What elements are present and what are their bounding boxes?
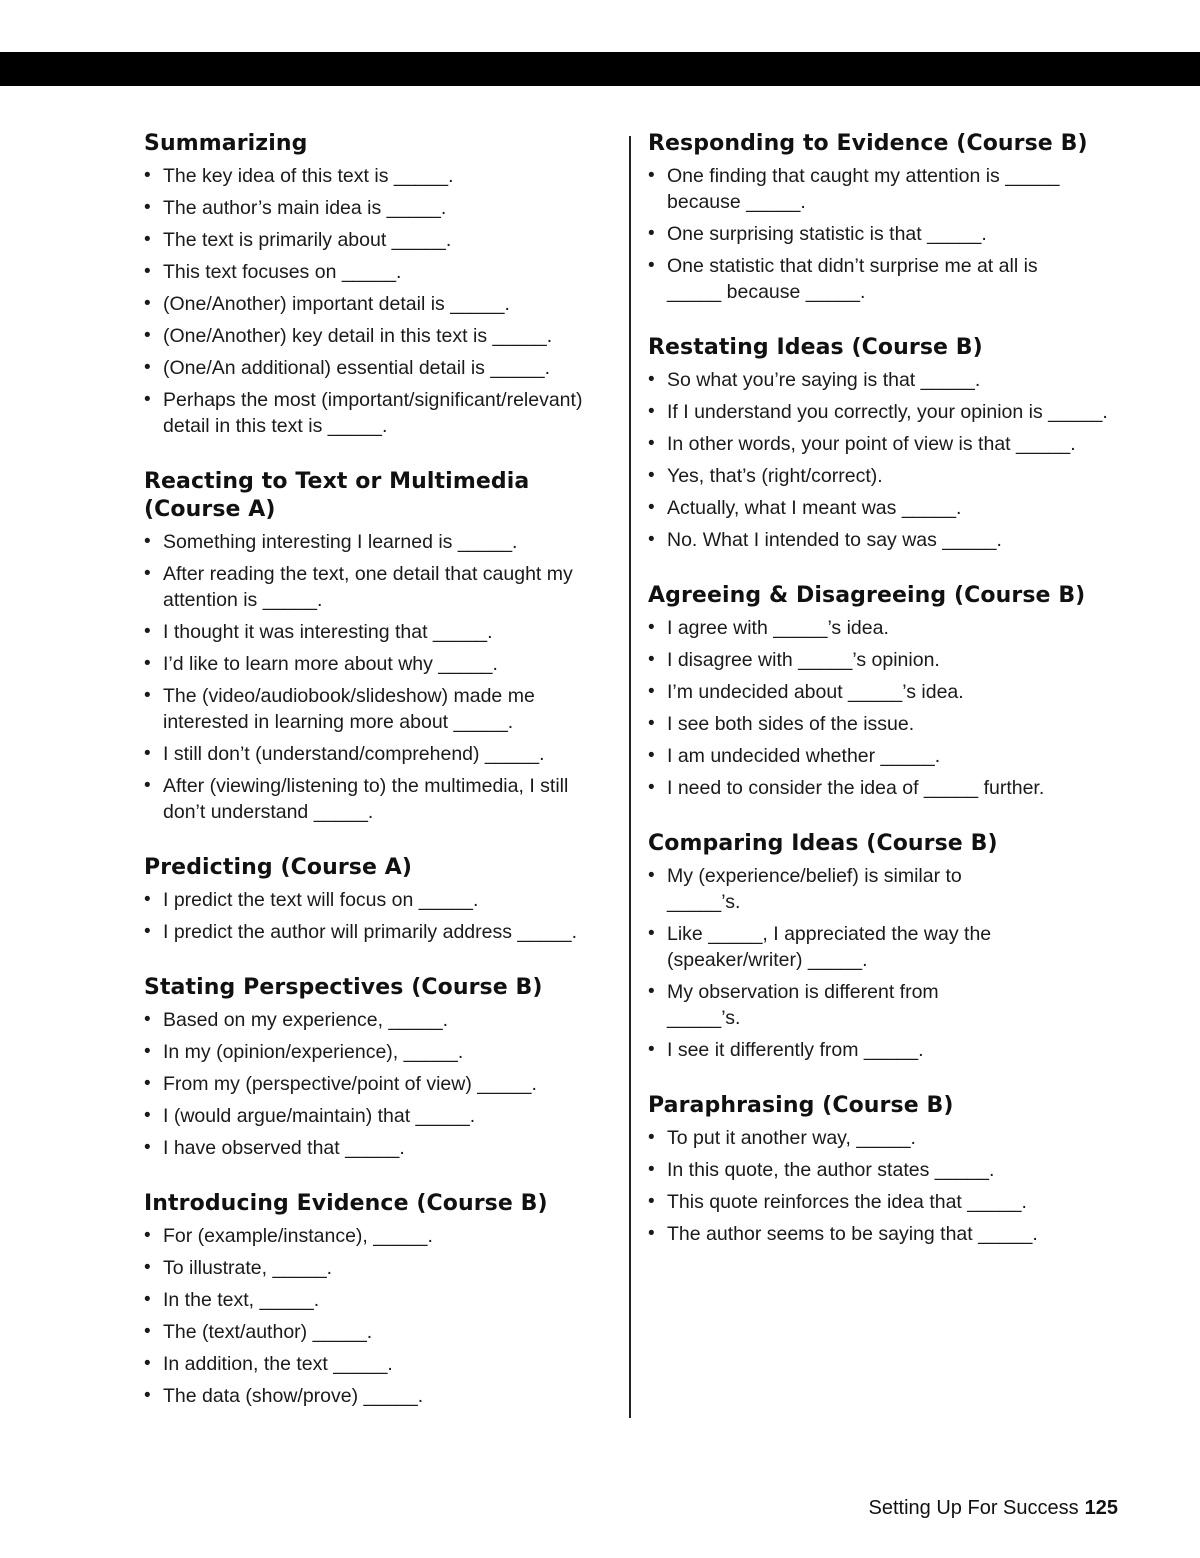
list-item: • I predict the author will primarily address _____. xyxy=(144,919,606,945)
section-summarizing xyxy=(144,130,606,439)
list-item: • I see it differently from _____. xyxy=(648,1037,1008,1063)
list-item: • This text focuses on _____. xyxy=(144,259,606,285)
phrase-list xyxy=(648,1125,1128,1247)
list-item: • I thought it was interesting that _____. xyxy=(144,619,606,645)
list-item: • In the text, _____. xyxy=(144,1287,606,1313)
list-item: • I need to consider the idea of _____ further. xyxy=(648,775,1128,801)
section-predicting xyxy=(144,854,606,945)
phrase-list xyxy=(648,367,1128,553)
list-item: • No. What I intended to say was _____. xyxy=(648,527,1128,553)
list-item: • (One/Another) key detail in this text is _____. xyxy=(144,323,606,349)
list-item: • I’m undecided about _____’s idea. xyxy=(648,679,1128,705)
list-item: • One statistic that didn’t surprise me at all is _____ because _____. xyxy=(648,253,1088,305)
list-item: • I have observed that _____. xyxy=(144,1135,606,1161)
section-paraphrasing xyxy=(648,1092,1128,1247)
section-heading: Stating Perspectives (Course B) xyxy=(144,975,543,1000)
list-item: • To illustrate, _____. xyxy=(144,1255,606,1281)
list-item: • I disagree with _____’s opinion. xyxy=(648,647,1128,673)
footer-label: Setting Up For Success xyxy=(868,1497,1079,1519)
list-item: • One finding that caught my attention is _____ because _____. xyxy=(648,163,1088,215)
section-heading: Restating Ideas (Course B) xyxy=(648,335,983,360)
section-reacting xyxy=(144,468,606,825)
list-item: • Actually, what I meant was _____. xyxy=(648,495,1128,521)
list-item: • The key idea of this text is _____. xyxy=(144,163,606,189)
phrase-list xyxy=(144,529,606,825)
list-item: • In my (opinion/experience), _____. xyxy=(144,1039,606,1065)
section-heading: Summarizing xyxy=(144,131,308,156)
right-column xyxy=(648,130,1128,1276)
list-item: • Perhaps the most (important/significant/relevant) detail in this text is _____. xyxy=(144,387,606,439)
phrase-list xyxy=(144,1007,606,1161)
list-item: • In other words, your point of view is that _____. xyxy=(648,431,1128,457)
list-item: • In addition, the text _____. xyxy=(144,1351,606,1377)
list-item: • One surprising statistic is that _____. xyxy=(648,221,1088,247)
list-item: • The author’s main idea is _____. xyxy=(144,195,606,221)
list-item: • Like _____, I appreciated the way the (speaker/writer) _____. xyxy=(648,921,1008,973)
list-item: • I see both sides of the issue. xyxy=(648,711,1128,737)
section-comparing-ideas xyxy=(648,830,1128,1063)
section-heading: Agreeing & Disagreeing (Course B) xyxy=(648,583,1086,608)
list-item: • The text is primarily about _____. xyxy=(144,227,606,253)
phrase-list xyxy=(648,863,1008,1063)
section-heading: Paraphrasing (Course B) xyxy=(648,1093,954,1118)
list-item: • So what you’re saying is that _____. xyxy=(648,367,1128,393)
section-heading: Comparing Ideas (Course B) xyxy=(648,831,998,856)
list-item: • My observation is different from _____’s. xyxy=(648,979,1008,1031)
list-item: • Based on my experience, _____. xyxy=(144,1007,606,1033)
list-item: • I agree with _____’s idea. xyxy=(648,615,1128,641)
list-item: • My (experience/belief) is similar to _____’s. xyxy=(648,863,1008,915)
phrase-list xyxy=(144,887,606,945)
section-heading: Responding to Evidence (Course B) xyxy=(648,131,1088,156)
header-bar xyxy=(0,52,1200,86)
section-heading: Reacting to Text or Multimedia (Course A) xyxy=(144,469,530,522)
list-item: • If I understand you correctly, your opinion is _____. xyxy=(648,399,1128,425)
column-divider xyxy=(629,136,631,1418)
section-introducing-evidence xyxy=(144,1190,606,1409)
list-item: • After reading the text, one detail that caught my attention is _____. xyxy=(144,561,606,613)
phrase-list xyxy=(648,163,1088,305)
page-footer xyxy=(869,1494,1118,1522)
list-item: • To put it another way, _____. xyxy=(648,1125,1128,1151)
list-item: • The author seems to be saying that _____. xyxy=(648,1221,1128,1247)
list-item: • In this quote, the author states _____. xyxy=(648,1157,1128,1183)
page-number: 125 xyxy=(1084,1497,1118,1519)
list-item: • I still don’t (understand/comprehend) _____. xyxy=(144,741,606,767)
list-item: • I am undecided whether _____. xyxy=(648,743,1128,769)
list-item: • I (would argue/maintain) that _____. xyxy=(144,1103,606,1129)
section-responding-to-evidence xyxy=(648,130,1128,305)
left-column xyxy=(144,130,606,1438)
list-item: • After (viewing/listening to) the multimedia, I still don’t understand _____. xyxy=(144,773,606,825)
list-item: • I’d like to learn more about why _____. xyxy=(144,651,606,677)
list-item: • For (example/instance), _____. xyxy=(144,1223,606,1249)
list-item: • (One/An additional) essential detail is _____. xyxy=(144,355,606,381)
list-item: • The data (show/prove) _____. xyxy=(144,1383,606,1409)
section-heading: Predicting (Course A) xyxy=(144,855,413,880)
section-stating-perspectives xyxy=(144,974,606,1161)
list-item: • Something interesting I learned is _____. xyxy=(144,529,606,555)
section-restating-ideas xyxy=(648,334,1128,553)
list-item: • This quote reinforces the idea that _____. xyxy=(648,1189,1128,1215)
list-item: • I predict the text will focus on _____. xyxy=(144,887,606,913)
list-item: • Yes, that’s (right/correct). xyxy=(648,463,1128,489)
list-item: • From my (perspective/point of view) _____. xyxy=(144,1071,606,1097)
phrase-list xyxy=(144,163,606,439)
list-item: • The (video/audiobook/slideshow) made me interested in learning more about _____. xyxy=(144,683,606,735)
list-item: • (One/Another) important detail is _____. xyxy=(144,291,606,317)
section-agreeing-disagreeing xyxy=(648,582,1128,801)
phrase-list xyxy=(144,1223,606,1409)
list-item: • The (text/author) _____. xyxy=(144,1319,606,1345)
phrase-list xyxy=(648,615,1128,801)
section-heading: Introducing Evidence (Course B) xyxy=(144,1191,548,1216)
